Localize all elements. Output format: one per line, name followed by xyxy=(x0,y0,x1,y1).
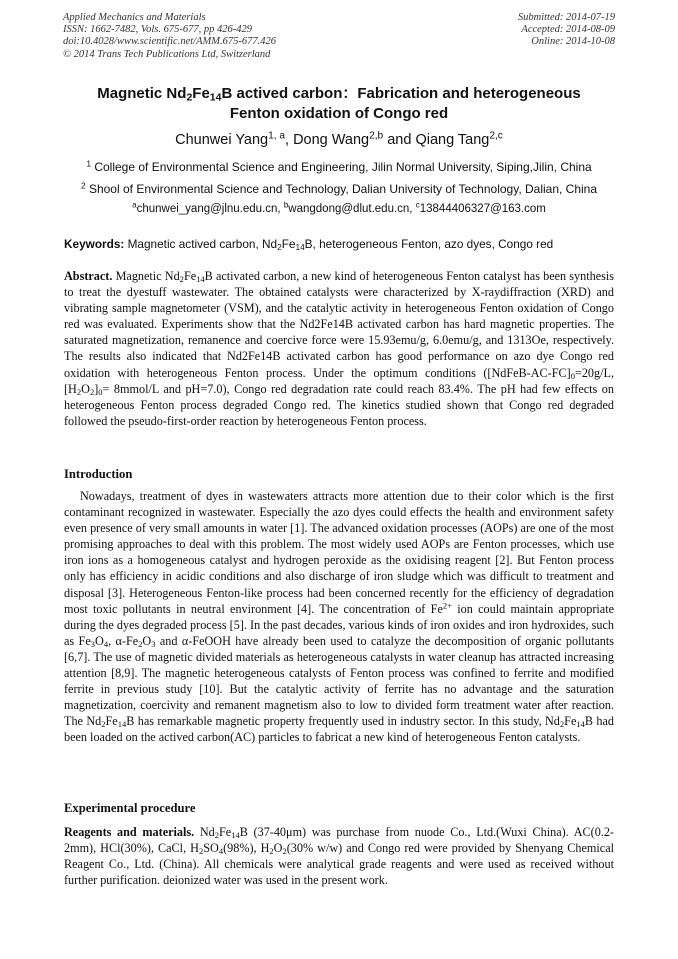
journal-doi: doi:10.4028/www.scientific.net/AMM.675-677.426 xyxy=(63,36,276,48)
date-accepted: Accepted: 2014-08-09 xyxy=(521,24,615,36)
date-online: Online: 2014-10-08 xyxy=(531,36,615,48)
section-heading-experimental: Experimental procedure xyxy=(64,801,196,815)
reagents-paragraph: Reagents and materials. $Nd_2Fe_{14}B$ (37-40μm) was purchase from nuode Co., Ltd.(Wuxi China). AC(0.2-2mm), HCl(30%), CaCl, $H_2SO_4(98\%)$, $H_2O_2(30\%$ w/w) and Congo red were provided by Shenyang Chemical Reagent Co., Ltd. (China). All chemicals were analytical grade reagents and were used as received without further purification. deionized water was used in the present work. xyxy=(64,825,614,888)
date-submitted: Submitted: 2014-07-19 xyxy=(517,12,615,23)
reagents-label: Reagents and materials. xyxy=(64,825,195,839)
email-link: chunwei_yang@jlnu.edu.cn, xyxy=(136,203,284,215)
title-line-1: Magnetic $Nd_2Fe_{14}B$ actived carbon：Fabrication and heterogeneous xyxy=(97,85,581,104)
journal-name: Applied Mechanics and Materials xyxy=(63,12,206,23)
email-link: 13844406327@163.com xyxy=(419,203,546,215)
section-heading-introduction: Introduction xyxy=(64,467,133,481)
journal-copyright: © 2014 Trans Tech Publications Ltd, Switzerland xyxy=(63,48,271,60)
author-emails: $^a$chunwei_yang@jlnu.edu.cn, $^b$wangdong@dlut.edu.cn, $^c$13844406327@163.com xyxy=(132,200,546,215)
affiliation-2: $^2$ Shool of Environmental Science and Technology, Dalian University of Technology, Dalian, China xyxy=(80,180,598,196)
author-name: Chunwei Yang xyxy=(175,132,269,148)
abstract-label: Abstract. xyxy=(64,269,113,283)
author-name: Dong Wang xyxy=(293,132,370,148)
journal-issn: ISSN: 1662-7482, Vols. 675-677, pp 426-429 xyxy=(63,24,252,36)
publication-dates xyxy=(518,12,615,49)
introduction-paragraph: Nowadays, treatment of dyes in wastewaters attracts more attention due to their color which is the first contaminant recognized in wastewater. Especially the azo dyes could effects the health and environment safety even presence of very small amounts in water [1]. The advanced oxidation processes (AOPs) are one of the most promising approaches to deal with this problem. The most widely used AOPs are Fenton processes, which use iron ions as a homogeneous catalyst and hydrogen peroxide as the oxidising reagent [2]. But Fenton process only has efficiency in acidic conditions and also discharge of iron sludge which was difficult to treatment and disposal [3]. Heterogeneous Fenton-like process had been concerned recently for the efficiency of degradation most toxic pollutants in neutral environment [4]. The concentration of $Fe^{2+}$ ion could maintain appropriate during the dyes degraded process [5]. In the past decades, various kinds of iron oxides and iron hydroxides, such as $Fe_3O_4$, $\alpha-Fe_2O_3$ and α-FeOOH have already been used to catalyze the decomposition of organic pollutants [6,7]. The use of magnetic divided materials as heterogeneous catalysts in water cleanup has attracted increasing attention [8,9]. The magnetic heterogeneous catalysts of Fenton process was confined to ferrite and modified ferrite in previous study [10]. But the catalytic activity of ferrite has no advantage and the saturation magnetization, coercivity and remanent magnetism also to low to divided form treatment water after reaction. The $Nd_2Fe_{14}B$ has remarkable magnetic property frequently used in industry sector. In this study, $Nd_2Fe_{14}B$ had been loaded on the actived carbon(AC) particles to fabricat a new kind of heterogeneous Fenton catalysts. xyxy=(64,489,615,745)
email-link: wangdong@dlut.edu.cn, xyxy=(288,203,416,215)
keywords: Keywords: Magnetic actived carbon, $Nd_2Fe_{14}B$, heterogeneous Fenton, azo dyes, Congo red xyxy=(64,237,554,253)
title-line-2: Fenton oxidation of Congo red xyxy=(229,105,449,122)
abstract-paragraph: Abstract. Magnetic $Nd_2Fe_{14}B$ activated carbon, a new kind of heterogeneous Fenton catalyst has been synthesis to treat the dyestuff wastewater. The obtained catalysts were characterized by X-raydiffraction (XRD) and vibrating sample magnetometer (VSM), and the catalytic activity in heterogeneous Fenton oxidation of Congo red was evaluated. Experiments show that the Nd2Fe14B activated carbon has hard magnetic properties. The saturated magnetization, remanence and coercive force were 15.93emu/g, 6.0emu/g, and 1313Oe, respectively. The results also indicated that Nd2Fe14B activated carbon has good performance on azo dye Congo red oxidation with heterogeneous Fenton process. Under the optimum conditions ($[NdFeB-AC-FC]_0=20g/L$, $[H_2O_2]_0=$ 8mmol/L and pH=7.0), Congo red degradation rate could reach 83.4%. The pH had few effects on heterogeneous Fenton process degraded Congo red. The kinetics studied shown that Congo red degraded followed the pseudo-first-order reaction by heterogeneous Fenton process. xyxy=(64,269,614,428)
affiliation-1: $^1$ College of Environmental Science and Engineering, Jilin Normal University, Siping,Jilin, China xyxy=(86,158,592,174)
paper-title xyxy=(60,84,618,124)
author-name: Qiang Tang xyxy=(415,132,490,148)
author-list: Chunwei Yang$^{1, a}$, Dong Wang$^{2,b}$ and Qiang Tang$^{2,c}$ xyxy=(175,130,503,148)
keywords-label: Keywords: xyxy=(64,237,125,251)
journal-info xyxy=(63,12,276,61)
